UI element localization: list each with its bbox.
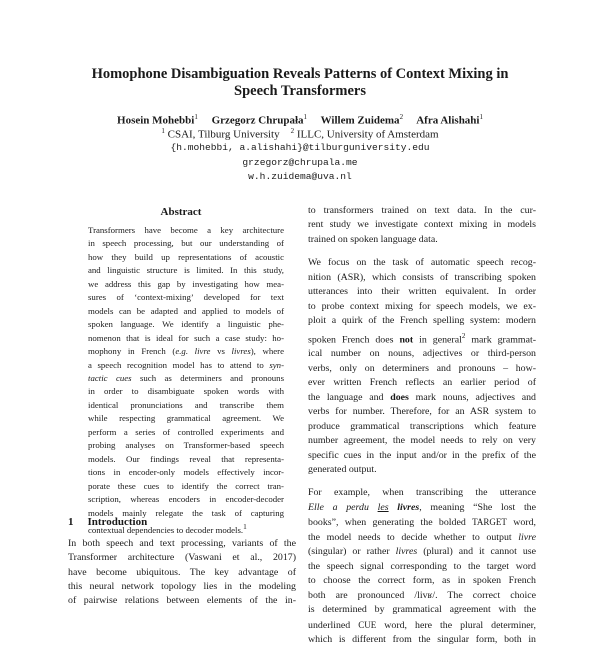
paper-title <box>40 66 560 100</box>
text-line: (singular) or rather livres (plural) and it cannot use <box>308 546 536 558</box>
text-line: Transformers have become a key architecture <box>88 225 284 235</box>
text-line: models. Our findings reveal that representa- <box>88 453 284 464</box>
text-line: verbs, only on determiners and pronouns – how- <box>308 362 536 374</box>
footnote-mark: 1 <box>243 521 247 531</box>
text-line: trained on spoken language data. <box>308 233 438 245</box>
author-affil-mark: 1 <box>303 113 308 121</box>
right-column-text <box>308 204 536 647</box>
text-line: tactic cues such as determiners and pronouns <box>88 372 284 383</box>
text-line: which is different from the singular form, both in <box>308 633 536 645</box>
text-line: produce grammatical transcriptions which feature <box>308 420 536 432</box>
affil-mark: 1 <box>161 127 165 135</box>
text-line: verbs for number. Therefore, for an ASR system to <box>308 406 536 418</box>
text-line: and linguistic structure is limited. In this study, <box>88 265 284 276</box>
text-line: scription, whereas encoders in encoder-decoder <box>88 494 284 505</box>
affiliation: ILLC, University of Amsterdam <box>296 128 439 141</box>
text-line: underlined CUE word, here the plural determiner, <box>308 619 536 631</box>
author-name: Afra Alishahi <box>416 114 480 127</box>
author-emails <box>40 141 560 185</box>
text-line: For example, when transcribing the utterance <box>308 487 536 499</box>
text-line: In both speech and text processing, variants of the <box>68 538 296 549</box>
text-line: utterances into their written equivalent. In order <box>308 286 536 298</box>
text-line: nomenon that is ideal for such a case study: ho- <box>88 332 284 343</box>
text-line: generated output. <box>308 464 377 475</box>
text-line: We focus on the task of automatic speech recog- <box>308 257 536 269</box>
text-line: to transformers trained on text data. In the cur- <box>308 205 536 216</box>
text-line: ever written French reflects an earlier period of <box>308 377 536 389</box>
text-line: rent study we investigate context mixing in models <box>308 219 536 231</box>
email-line: {h.mohebbi, a.alishahi}@tilburguniversity.edu <box>170 142 430 153</box>
text-line: to probe context mixing for speech models, we ex- <box>308 300 536 312</box>
affil-mark: 2 <box>290 127 295 135</box>
text-line: spoken French does not in general$^2$ mark grammat- <box>308 331 536 345</box>
author-affil-mark: 2 <box>399 113 404 121</box>
author-name: Hosein Mohebbi <box>117 114 195 127</box>
text-line: in order to disambiguate spoken words with <box>88 386 284 397</box>
abstract-body <box>88 224 284 537</box>
text-line: this neural network topology lies in the modeling <box>68 580 296 592</box>
text-line: porate these cues to identify the correct tran- <box>88 480 284 491</box>
author-affil-mark: 1 <box>194 113 198 121</box>
introduction-text <box>68 537 296 608</box>
text-line: we address this gap by investigating how mea- <box>88 278 284 289</box>
title-line-1: Homophone Disambiguation Reveals Patterns of Context Mixing in <box>91 66 509 82</box>
text-line: nition (ASR), which consists of transcribing spoken <box>308 271 536 283</box>
text-line: spoken language. We identify a linguistic phe- <box>88 319 284 330</box>
text-line: the speech signal corresponding to the target word <box>308 560 536 572</box>
text-line: have become ubiquitous. The key advantage of <box>68 566 296 578</box>
text-line: is determined by grammatical agreement with the <box>308 604 536 616</box>
section-heading <box>68 516 161 528</box>
text-line: contextual dependencies to decoder models.$^1$ <box>88 521 247 535</box>
text-line: how they build up representations of acoustic <box>88 251 284 262</box>
footnote-mark: 2 <box>461 331 466 340</box>
text-line: number agreement, the model needs to rely on very <box>308 435 536 447</box>
text-line: specific cues in the input and/or in the prefix of the <box>308 449 536 461</box>
affiliations <box>40 125 560 142</box>
paragraph-gap <box>308 247 536 256</box>
affiliation: CSAI, Tilburg University <box>167 128 280 141</box>
section-number: 1 <box>68 516 74 528</box>
text-line: Transformer architecture (Vaswani et al., 2017) <box>68 552 296 564</box>
text-line: models mainly relegate the task of capturing <box>88 507 284 518</box>
text-line: ical number on nouns, adjectives or third-person <box>308 348 536 360</box>
text-line: books”, when generating the bolded TARGET word, <box>308 517 537 529</box>
text-line: probing analyses on Transformer-based speech <box>88 440 284 451</box>
text-line: perform a series of controlled experiments and <box>88 426 284 437</box>
text-line: while respecting grammatical agreement. We <box>88 413 284 424</box>
text-line: Elle a perdu les livres, meaning “She lost the <box>308 501 537 513</box>
email-line: w.h.zuidema@uva.nl <box>248 171 352 182</box>
author-name: Grzegorz Chrupała <box>211 114 304 127</box>
text-line: identical pronunciations and transcribe them <box>88 399 284 410</box>
text-line: the language and does mark nouns, adjectives and <box>308 391 536 403</box>
text-line: of pairwise relations between elements of the in- <box>68 595 296 607</box>
text-line: to choose the correct form, as in spoken French <box>308 575 536 587</box>
text-line: the model needs to decide whether to output livre <box>308 531 536 543</box>
paragraph-gap <box>308 477 536 486</box>
text-line: sures of ‘context-mixing’ developed for text <box>88 292 284 303</box>
text-line: models can be adapted and applied to models of <box>88 305 284 316</box>
abstract-heading: Abstract <box>160 206 202 218</box>
text-line: mophony in French (e.g. livre vs livres), where <box>88 346 284 357</box>
author-affil-mark: 1 <box>479 113 483 121</box>
title-line-2: Speech Transformers <box>234 83 366 99</box>
author-name: Willem Zuidema <box>320 114 400 127</box>
text-line: a speech recognition model has to attend to syn- <box>88 359 284 370</box>
email-line: grzegorz@chrupala.me <box>242 156 358 168</box>
text-line: in speech processing, but our understanding of <box>88 238 284 249</box>
text-line: ploit a quirk of the French spelling system: modern <box>308 315 536 327</box>
text-line: both are pronounced /livʁ/. The correct choice <box>308 589 536 601</box>
section-title: Introduction <box>87 516 148 528</box>
text-line: tions in encoder-only models effectively incor- <box>88 467 284 478</box>
